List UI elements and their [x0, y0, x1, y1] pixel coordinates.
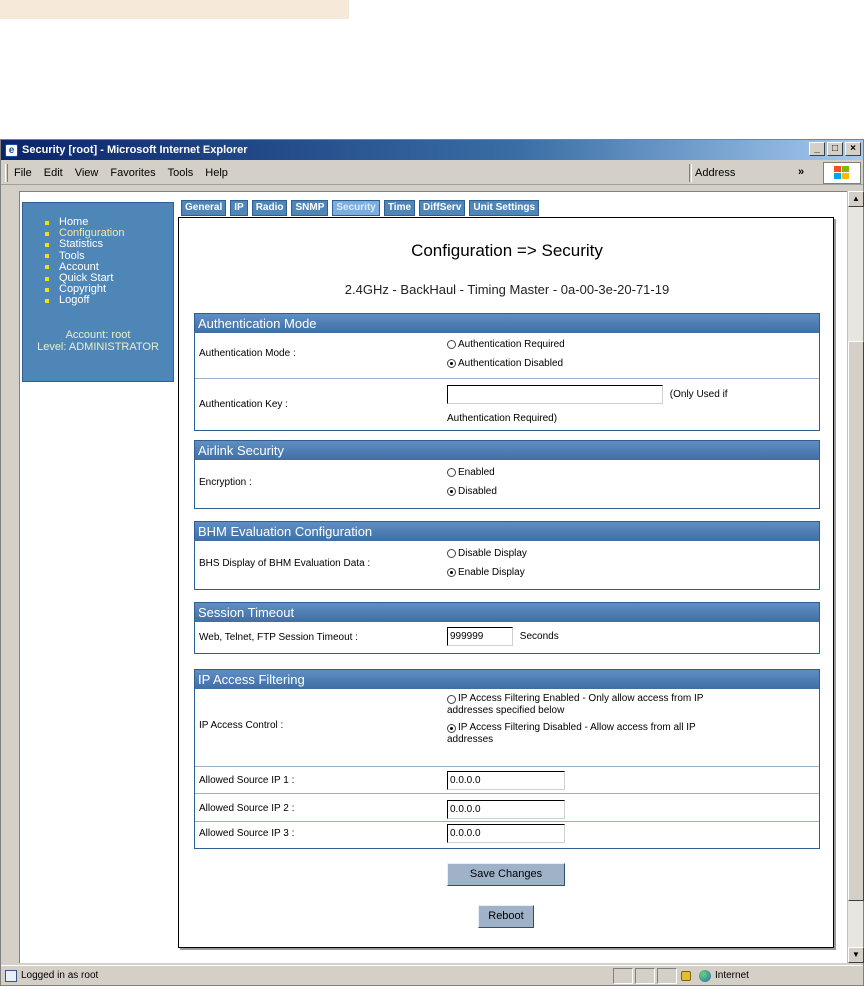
row-session-timeout	[195, 622, 819, 653]
bullet-icon	[45, 254, 49, 258]
menu-edit[interactable]: Edit	[43, 166, 63, 179]
sidebar-item-quick-start[interactable]: Quick Start	[45, 273, 173, 284]
toolbar-more-chevron-icon[interactable]: »	[798, 166, 805, 178]
auth-key-note: (Only Used if	[669, 389, 728, 400]
sidebar-item-tools[interactable]: Tools	[45, 251, 173, 262]
scroll-up-arrow-icon[interactable]: ▲	[848, 191, 864, 207]
radio-icon[interactable]	[447, 549, 456, 558]
radio-selected-icon[interactable]	[447, 568, 456, 577]
bullet-icon	[45, 277, 49, 281]
status-bar	[1, 965, 863, 985]
status-cell	[657, 968, 677, 984]
radio-auth-disabled[interactable]: Authentication Disabled	[447, 354, 565, 373]
ie-app-icon: e	[5, 144, 18, 157]
tab-general[interactable]: General	[181, 200, 226, 216]
radio-ip-filter-enabled[interactable]: IP Access Filtering Enabled - Only allow access from IP addresses specified below	[447, 693, 704, 716]
close-button[interactable]: ×	[845, 142, 861, 156]
section-bhm-evaluation	[194, 521, 820, 590]
auth-mode-radios	[447, 335, 565, 373]
field-label: BHS Display of BHM Evaluation Data :	[199, 558, 371, 569]
sidebar-item-account[interactable]: Account	[45, 262, 173, 273]
zone-label: Internet	[715, 970, 749, 981]
session-timeout-control	[447, 627, 559, 646]
allowed-ip-3-input[interactable]: 0.0.0.0	[447, 824, 565, 843]
tab-unit-settings[interactable]: Unit Settings	[469, 200, 539, 216]
radio-icon[interactable]	[447, 695, 456, 704]
bullet-icon	[45, 243, 49, 247]
page-viewport	[19, 191, 847, 963]
allowed-ip-2-input[interactable]: 0.0.0.0	[447, 800, 565, 819]
page-icon	[5, 970, 17, 982]
globe-icon	[699, 970, 711, 982]
radio-ip-filter-disabled[interactable]: IP Access Filtering Disabled - Allow access from all IP addresses	[447, 722, 696, 745]
sidebar-item-home[interactable]: Home	[45, 217, 173, 228]
field-label: Web, Telnet, FTP Session Timeout :	[199, 632, 358, 643]
field-label: Encryption :	[199, 477, 252, 488]
bullet-icon	[45, 288, 49, 292]
tab-ip[interactable]: IP	[230, 200, 247, 216]
auth-key-note-2: Authentication Required)	[447, 413, 558, 424]
browser-window	[0, 139, 864, 986]
bullet-icon	[45, 265, 49, 269]
section-header: Authentication Mode	[195, 314, 819, 333]
section-ip-access-filtering	[194, 669, 820, 849]
sidebar-item-statistics[interactable]: Statistics	[45, 239, 173, 250]
menu-favorites[interactable]: Favorites	[110, 166, 156, 179]
section-header: IP Access Filtering	[195, 670, 819, 689]
address-label[interactable]: Address	[695, 167, 736, 179]
window-controls	[809, 142, 861, 156]
session-timeout-input[interactable]: 999999	[447, 627, 513, 646]
row-ip-access-control	[195, 689, 819, 766]
authentication-key-input[interactable]	[447, 385, 663, 404]
sidebar-item-configuration[interactable]: Configuration	[45, 228, 173, 239]
radio-selected-icon[interactable]	[447, 359, 456, 368]
title-bar	[1, 140, 863, 160]
scroll-thumb[interactable]	[848, 341, 864, 901]
field-label: Authentication Key :	[199, 399, 288, 410]
field-label: IP Access Control :	[199, 720, 284, 731]
menu-view[interactable]: View	[74, 166, 99, 179]
field-label: Allowed Source IP 1 :	[199, 775, 295, 786]
row-allowed-ip-1	[195, 766, 819, 793]
radio-disable-display[interactable]: Disable Display	[447, 544, 527, 563]
account-info	[23, 329, 173, 353]
page-title: Configuration => Security	[411, 241, 603, 260]
menu-tools[interactable]: Tools	[167, 166, 194, 179]
menu-bar	[1, 161, 863, 185]
content-panel	[178, 217, 834, 948]
toolbar-grip[interactable]	[5, 164, 8, 182]
radio-enable-display[interactable]: Enable Display	[447, 563, 527, 582]
bhm-display-radios	[447, 544, 527, 582]
bullet-icon	[45, 221, 49, 225]
tab-snmp[interactable]: SNMP	[291, 200, 328, 216]
maximize-button[interactable]: □	[827, 142, 843, 156]
status-text: Logged in as root	[21, 970, 99, 981]
window-title: Security [root] - Microsoft Internet Explorer	[22, 144, 248, 156]
section-airlink-security	[194, 440, 820, 509]
bullet-icon	[45, 232, 49, 236]
reboot-button[interactable]: Reboot	[478, 905, 534, 928]
row-allowed-ip-2	[195, 793, 819, 821]
lock-icon	[681, 971, 691, 981]
field-label: Allowed Source IP 3 :	[199, 828, 295, 839]
section-session-timeout	[194, 602, 820, 654]
bullet-icon	[45, 299, 49, 303]
row-encryption	[195, 460, 819, 508]
menu-help[interactable]: Help	[205, 166, 228, 179]
field-label: Authentication Mode :	[199, 348, 296, 359]
sidebar-item-copyright[interactable]: Copyright	[45, 284, 173, 295]
row-allowed-ip-3	[195, 821, 819, 847]
sidebar-item-logoff[interactable]: Logoff	[45, 295, 173, 306]
radio-selected-icon[interactable]	[447, 487, 456, 496]
radio-auth-required[interactable]: Authentication Required	[447, 335, 565, 354]
tab-security[interactable]: Security	[332, 200, 379, 216]
section-authentication-mode	[194, 313, 820, 431]
tab-diffserv[interactable]: DiffServ	[419, 200, 465, 216]
radio-encryption-enabled[interactable]: Enabled	[447, 463, 497, 482]
status-cell	[635, 968, 655, 984]
field-label: Allowed Source IP 2 :	[199, 803, 295, 814]
account-line: Account: root	[65, 328, 131, 341]
address-separator	[689, 164, 692, 182]
level-line: Level: ADMINISTRATOR	[37, 340, 159, 353]
windows-logo-icon	[823, 162, 861, 184]
allowed-ip-1-input[interactable]: 0.0.0.0	[447, 771, 565, 790]
encryption-radios	[447, 463, 497, 501]
minimize-button[interactable]: _	[809, 142, 825, 156]
menu-file[interactable]: File	[14, 166, 32, 179]
radio-encryption-disabled[interactable]: Disabled	[447, 482, 497, 501]
row-authentication-mode	[195, 333, 819, 378]
section-header: Airlink Security	[195, 441, 819, 460]
radio-icon[interactable]	[447, 468, 456, 477]
scroll-down-arrow-icon[interactable]: ▼	[848, 947, 864, 963]
auth-key-control	[447, 385, 728, 424]
top-highlight-strip	[0, 0, 349, 19]
nav-sidebar	[22, 202, 174, 382]
row-bhs-display	[195, 541, 819, 589]
config-tabs	[181, 200, 539, 216]
tab-time[interactable]: Time	[384, 200, 415, 216]
page-subtitle: 2.4GHz - BackHaul - Timing Master - 0a-00-3e-20-71-19	[344, 282, 670, 297]
ip-access-radios	[447, 693, 787, 746]
tab-radio[interactable]: Radio	[252, 200, 288, 216]
status-cell	[613, 968, 633, 984]
session-timeout-unit: Seconds	[519, 631, 559, 642]
radio-selected-icon[interactable]	[447, 724, 456, 733]
radio-icon[interactable]	[447, 340, 456, 349]
save-changes-button[interactable]: Save Changes	[447, 863, 565, 886]
section-header: Session Timeout	[195, 603, 819, 622]
row-authentication-key	[195, 378, 819, 430]
vertical-scrollbar[interactable]	[847, 191, 863, 963]
section-header: BHM Evaluation Configuration	[195, 522, 819, 541]
